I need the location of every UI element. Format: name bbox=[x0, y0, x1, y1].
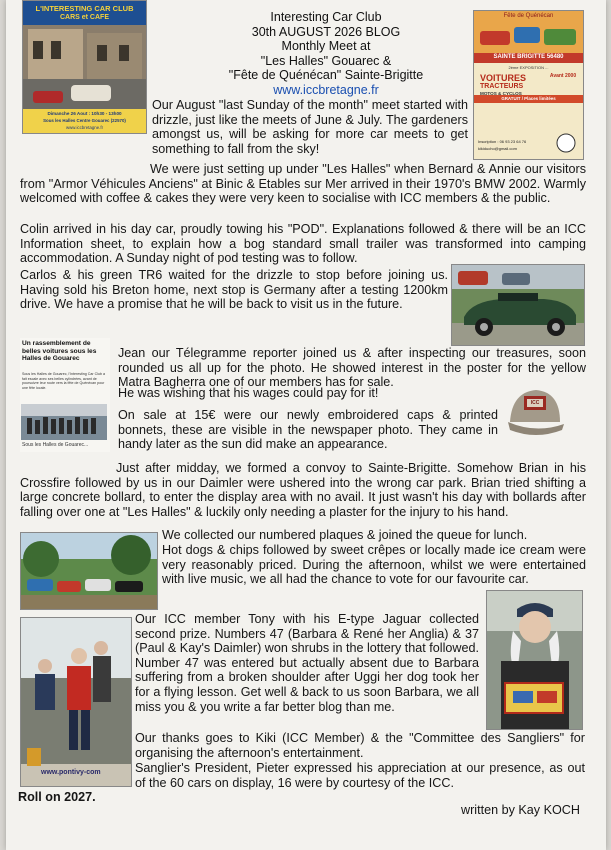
signature: written by Kay KOCH bbox=[461, 803, 580, 817]
blog-header bbox=[181, 10, 471, 98]
poster-right-gratuit: GRATUIT / Places limitées bbox=[501, 96, 556, 101]
tr6-art bbox=[452, 265, 584, 345]
photo-prize-giving bbox=[20, 617, 132, 787]
news-photo-art bbox=[21, 404, 107, 440]
header-line5: "Fête de Quénécan" Sainte-Brigitte bbox=[228, 68, 424, 83]
paragraph-10a: Our thanks goes to Kiki (ICC Member) & the "Committee des Sangliers" for organising the afternoon's entertainment. bbox=[135, 731, 585, 760]
photo-car-display bbox=[20, 532, 158, 610]
poster-right-title: Fête de Quénécan bbox=[503, 13, 554, 19]
cap-sticker-label: ICC bbox=[530, 400, 540, 406]
poster-left-date: Dimanche 26 Aout : 10h30 - 13h00 bbox=[47, 111, 122, 116]
paragraph-7: Just after midday, we formed a convoy to Sainte-Brigitte. Somehow Brian in his Crossfire followed by us in our Daimler were ushered into the wrong car park. Brian tried shifting a large concrete bollard, to enter the display area with no avail. It just wasn't his day with bollards after falling over one at "Les Halles" & luckily only needing a plaster for the injury to his hand. bbox=[20, 461, 586, 519]
photo-icc-cap bbox=[504, 382, 566, 440]
tony-art bbox=[487, 591, 582, 729]
poster-right-sub: 2ème EXPOSITION ... bbox=[508, 65, 549, 70]
paragraph-4: Carlos & his green TR6 waited for the drizzle to stop before joining us. Having sold his Breton home, next stop is Germany after a testing 1200km drive. We have a promise that he will be back to visit us in the future. bbox=[20, 268, 448, 312]
poster-right-tracteurs: TRACTEURS bbox=[480, 83, 524, 90]
paragraph-10b: Sanglier's President, Pieter expressed his appreciation at our presence, as out of the 60 cars on display, 16 were by courtesy of the ICC. bbox=[135, 761, 585, 790]
paragraph-8a: We collected our numbered plaques & joined the queue for lunch. bbox=[162, 528, 528, 542]
cap-art bbox=[504, 382, 566, 440]
car-display-art bbox=[21, 533, 157, 609]
paragraph-1: Our August "last Sunday of the month" meet started with drizzle, just like the meets of June & July. The gardeners amongst us, will be asking for more car meets to get something to fall from the sky! bbox=[152, 98, 468, 156]
paragraph-5b: He was wishing that his wages could pay for it! bbox=[118, 386, 379, 400]
news-headline: Un rassemblement de belles voitures sous les Halles de Gouarec bbox=[22, 340, 97, 363]
prize-giving-art bbox=[21, 618, 131, 786]
newspaper-clipping bbox=[20, 338, 110, 452]
paragraph-9: Our ICC member Tony with his E-type Jaguar collected second prize. Numbers 47 (Barbara & René her Anglia) & 37 (Paul & Kay's Daimler) won shrubs in the lottery that followed. Number 47 was entered but actually absent due to Barbara suffering from a broken shoulder after Uggi her dog took her for a flying lesson. Get well & back to us soon Barbara, we all miss you & you write a far better blog than me. bbox=[135, 612, 479, 714]
header-url[interactable]: www.iccbretagne.fr bbox=[273, 82, 379, 97]
photo-tony bbox=[486, 590, 583, 730]
poster-left-subtitle: CARS et CAFE bbox=[59, 14, 109, 21]
header-line3: Monthly Meet at bbox=[281, 39, 371, 54]
poster-right-town: SAINTE BRIGITTE 56480 bbox=[493, 54, 564, 60]
blog-page bbox=[6, 0, 606, 850]
news-body: Sous les Halles de Gouarec, l'Interesting Car Club a fait escale avec ses belles cylindrées, avant de poursuivre leur route vers la fête de Quénécan pour une fête locale. bbox=[22, 372, 105, 390]
header-line1: Interesting Car Club bbox=[270, 10, 382, 24]
paragraph-6: On sale at 15€ were our newly embroidered caps & printed bonnets, these are visible in the newspaper photo. They came in handy later as the sun did make an appearance. bbox=[118, 408, 498, 452]
poster-left-place: Sous les Halles Centre Gouarec (22570) bbox=[43, 118, 126, 123]
paragraph-2: We were just setting up under "Les Halles" when Bernard & Annie our visitors from "Armor Véhicules Anciens" at Binic & Etables sur Mer arrived in their 1970's BMW 2002. Warmly welcomed with coffee & cakes they were very keen to socialise with ICC members & the public. bbox=[20, 162, 586, 206]
poster-left bbox=[22, 0, 147, 134]
banner-text: www.pontivy-com bbox=[41, 769, 101, 776]
news-photo bbox=[21, 404, 107, 440]
roll-on-line: Roll on 2027. bbox=[18, 790, 96, 804]
poster-left-title: L'INTERESTING CAR CLUB bbox=[35, 4, 134, 13]
paragraph-3: Colin arrived in his day car, proudly towing his "POD". Explanations followed & there will be an ICC Information sheet, to explain how a bog standard small trailer was transformed into camping accommodation. A Sunday night of pod testing was to follow. bbox=[20, 222, 586, 266]
header-line2: 30th AUGUST 2026 BLOG bbox=[251, 24, 401, 39]
header-line4: "Les Halles" Gouarec & bbox=[260, 53, 392, 68]
poster-right bbox=[473, 10, 584, 160]
poster-left-url: www.iccbretagne.fr bbox=[65, 125, 104, 130]
poster-right-inscription: Inscription : 06 93 23 64 76 bbox=[478, 139, 527, 144]
paragraph-5: Jean our Télegramme reporter joined us & after inspecting our treasures, soon rounded us all up for the photo. He showed interest in the poster for the yellow Matra Bagherra one of our members has for sale. bbox=[118, 346, 586, 390]
news-caption: Sous les Halles de Gouarec... bbox=[22, 442, 89, 448]
poster-right-avant: Avant 2000 bbox=[549, 73, 577, 79]
poster-right-motos: MOTOS & CYCLOS bbox=[480, 91, 522, 96]
paragraph-8b: Hot dogs & chips followed by sweet crêpes or locally made ice cream were very reasonably priced. During the afternoon, whilst we were entertained with live music, we all had the chance to vote for our favourite car. bbox=[162, 543, 586, 587]
poster-right-voitures: VOITURES bbox=[480, 73, 527, 83]
photo-green-tr6 bbox=[451, 264, 585, 346]
poster-right-email: kikiducho@gmail.com bbox=[478, 146, 517, 151]
